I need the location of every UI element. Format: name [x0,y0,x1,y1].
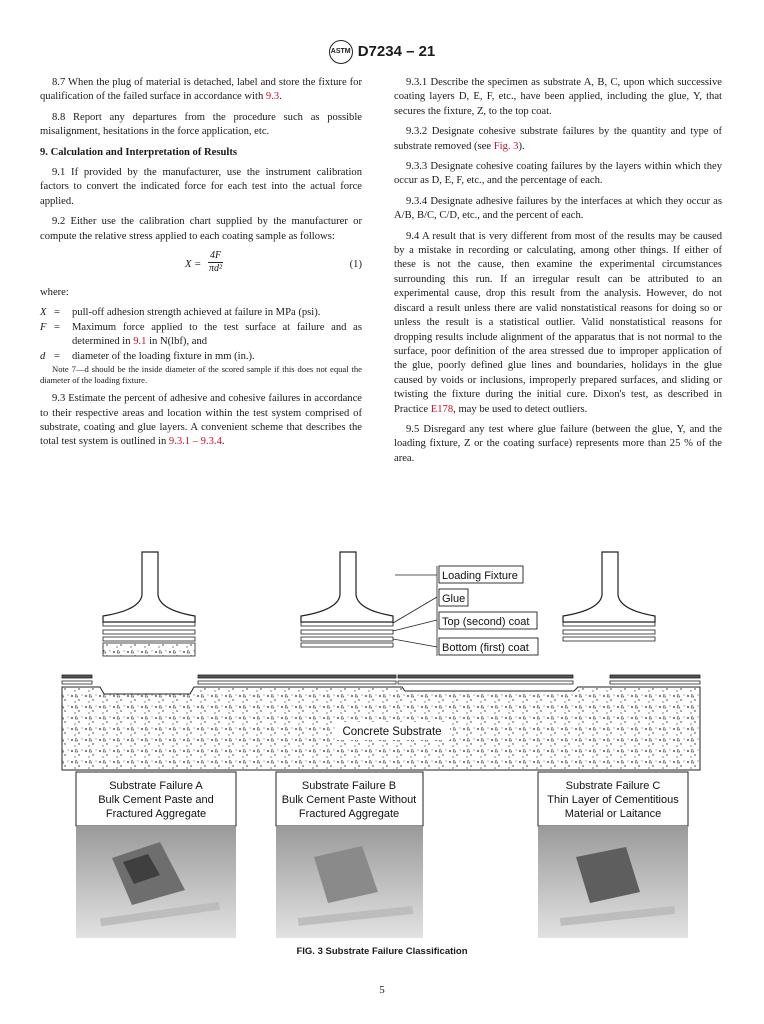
para-9-3-2: 9.3.2 Designate cohesive substrate failures by the quantity and type of substrate removed (see Fig. 3). [394,126,722,152]
link-fig-3[interactable]: Fig. 3 [493,140,519,152]
photo-failure-a [76,826,236,938]
label-loading-fixture: Loading Fixture [442,570,518,582]
failure-b-line2: Bulk Cement Paste Without [281,794,417,806]
para-9-3-3: 9.3.3 Designate cohesive coating failures by the layers within which they occur as D, E, F, etc., and the percentage of each. [394,161,722,187]
para-9-3-4: 9.3.4 Designate adhesive failures by the interfaces at which they occur as A/B, B/C, C/D, etc., and the percent of each. [394,195,722,222]
substrate-coatings [62,675,700,684]
label-bottom-coat: Bottom (first) coat [442,642,529,654]
loading-fixture-3 [563,552,655,641]
failure-b-line3: Fractured Aggregate [298,808,400,820]
link-e178[interactable]: E178 [430,403,454,415]
equation-lhs: X = [185,259,202,271]
section-heading-9: 9. Calculation and Interpretation of Results [40,146,237,158]
para-8-7: 8.7 When the plug of material is detached, label and store the fixture for qualification of the failed surface in accordance with 9.3. [40,77,362,103]
para-9-5: 9.5 Disregard any test where glue failure (between the glue, Y, and the loading fixture, Z or the coating surface) represents more than 25 % of the area. [394,423,722,464]
para-9-3-1: 9.3.1 Describe the specimen as substrate A, B, C, upon which successive coating layers D, E, F, etc., have been applied, including the glue, Y, that secures the fixture, Z, to the top coat. [394,77,722,117]
note-7: Note 7—d should be the inside diameter of the scored sample if this does not equal the diameter of the loading fixture. [40,364,362,386]
failure-c-line2: Thin Layer of Cementitious [547,794,679,806]
document-designation: D7234 – 21 [357,42,436,60]
figure-caption: FIG. 3 Substrate Failure Classification [296,946,468,957]
link-9-3-1-to-9-3-4[interactable]: 9.3.1 – 9.3.4 [168,436,222,448]
link-9-3[interactable]: 9.3 [265,91,280,103]
equation-number: (1) [349,259,362,271]
failure-a-line2: Bulk Cement Paste and [98,794,214,806]
photo-failure-c [538,826,688,938]
where-label: where: [40,287,69,299]
photo-failure-b [276,826,423,938]
para-9-1: 9.1 If provided by the manufacturer, use the instrument calibration factors to convert the indicated force for each test into the actual force applied. [40,167,362,207]
failure-a-line3: Fractured Aggregate [105,808,207,820]
failure-a-line1: Substrate Failure A [109,780,203,792]
para-9-2: 9.2 Either use the calibration chart supplied by the manufacturer or compute the relative stress applied to each coating sample as follows: [40,216,362,242]
definition-f: F = Maximum force applied to the test surface at failure and as determined in 9.1 in N(lbf), and [40,321,362,348]
equation-numerator: 4F [210,250,222,262]
link-9-1[interactable]: 9.1 [133,336,147,348]
page-number: 5 [379,984,385,996]
loading-fixture-2 [301,552,393,647]
para-9-3: 9.3 Estimate the percent of adhesive and cohesive failures in accordance to their respective areas and location within the test system comprised of substrate, coating and glue layers. A convenient scheme that describes the total test system is outlined in 9.3.1 – 9.3.4. [40,393,362,448]
leader-lines [393,566,437,656]
failure-c-line1: Substrate Failure C [565,780,661,792]
label-glue: Glue [442,593,466,605]
failure-c-line3: Material or Laitance [564,808,662,820]
equation-denominator: πd² [209,263,223,275]
para-8-8: 8.8 Report any departures from the procedure such as possible misalignment, hesitations in the force application, etc. [40,111,362,138]
para-9-4: 9.4 A result that is very different from most of the results may be caused by a mistake in recording or calculating, among other things. If either of these is not the cause, then examine the experimental circumstances surrounding this run. If an irregular result can be attributed to an experimental cause, drop this result from the analysis. However, do not discard a result unless there are valid nonstatistical reasons for doing so or unless the result is a statistical outlier. Valid nonstatistical reasons for dropping results include alignment of the apparatus that is not normal to the surface, poor definition of the area stressed due to improper application of the glue, poorly defined glue lines and boundaries, holidays in the glue caused by voids or inclusions, improperly prepared surfaces, and sliding or twisting the fixture during the initial cure. Dixon's test, as described in Practice E178, may be used to detect outliers. [394,230,722,415]
definition-x: X = pull-off adhesion strength achieved at failure in MPa (psi). [40,307,321,319]
label-concrete-substrate: Concrete Substrate [342,726,442,738]
loading-fixture-1 [103,552,195,656]
definition-d: d = diameter of the loading fixture in mm (in.). [40,350,255,362]
astm-logo: ASTM [329,40,353,64]
failure-b-line1: Substrate Failure B [301,780,397,792]
label-top-coat: Top (second) coat [442,616,530,628]
